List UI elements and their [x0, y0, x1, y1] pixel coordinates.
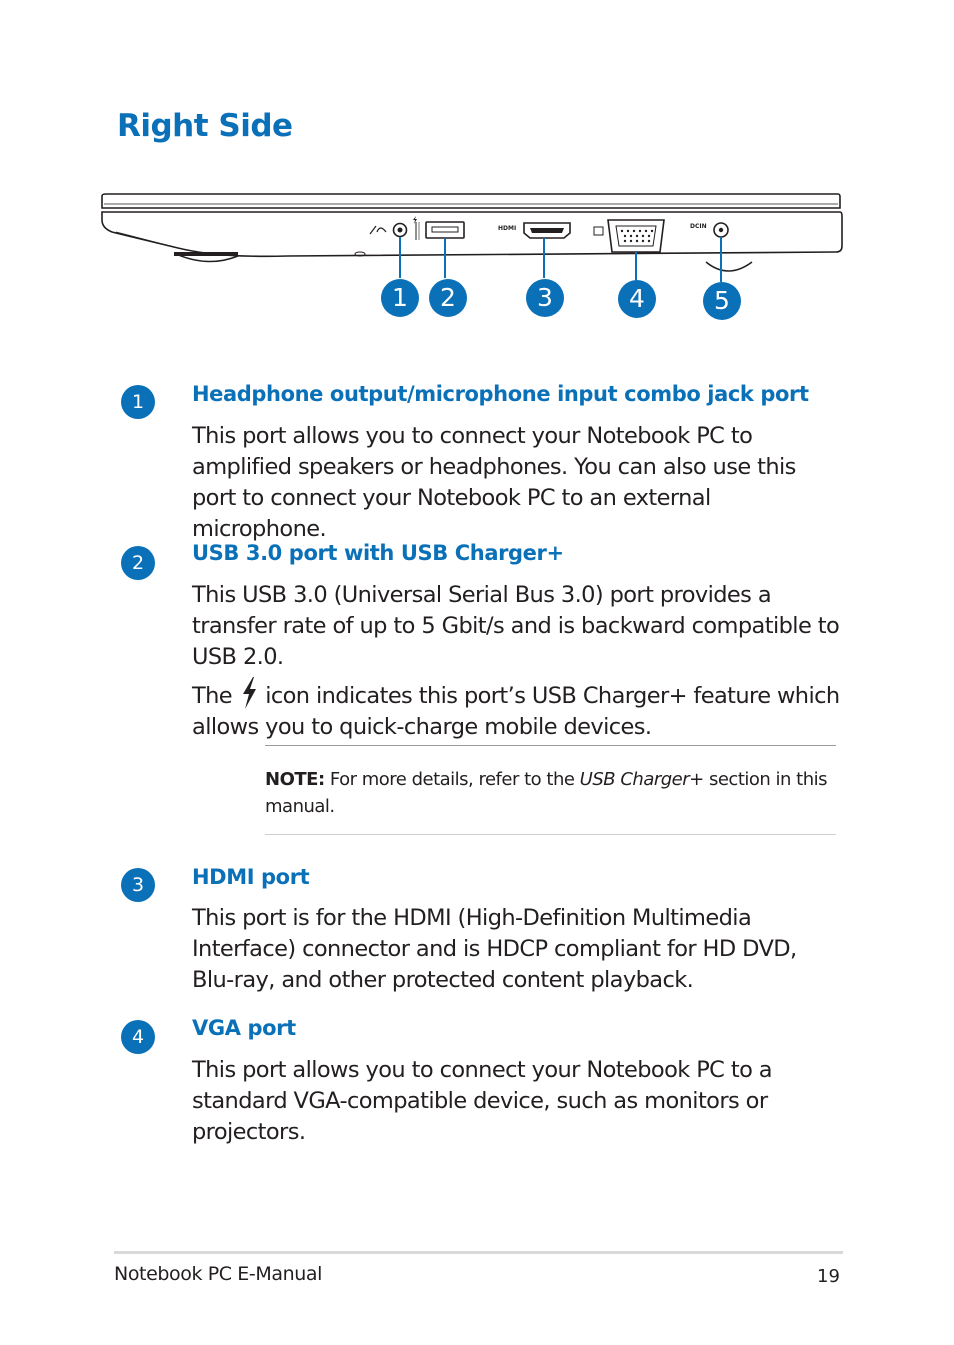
note-text-after: section in this manual.: [265, 769, 827, 817]
note-label: NOTE:: [265, 769, 325, 790]
hdmi-label: HDMI: [498, 225, 517, 232]
section-number-badge: 4: [121, 1020, 155, 1054]
usb-charger-bolt-icon: [239, 677, 259, 709]
laptop-right-side-figure: [98, 188, 846, 323]
page-title: Right Side: [117, 108, 293, 144]
footer-divider: [114, 1251, 843, 1254]
section-heading: VGA port: [192, 1016, 296, 1040]
section-body: This port is for the HDMI (High-Definition Multimedia Interface) connector and is HDCP compliant for HD DVD, Blu-ray, and other protected content playback.: [192, 905, 797, 993]
section-body-text: The: [192, 683, 233, 709]
section-number-badge: 3: [121, 868, 155, 902]
section-heading: HDMI port: [192, 865, 310, 889]
section-body-line: This USB 3.0 (Universal Serial Bus 3.0) port provides a transfer rate of up to 5 Gbit/s and is backward compatible to USB 2.0.: [192, 582, 840, 670]
page-number: 19: [817, 1266, 840, 1287]
section-body-text: icon indicates this port’s USB Charger+ feature which allows you to quick-charge mobile devices.: [192, 683, 840, 740]
section-heading: USB 3.0 port with USB Charger+: [192, 541, 564, 565]
callout-4: 4: [618, 280, 656, 318]
usb-charger-bolt-icon: [412, 216, 418, 224]
note-text-before: For more details, refer to the: [329, 769, 575, 790]
footer-manual-title: Notebook PC E-Manual: [114, 1263, 322, 1285]
note-text: [265, 766, 836, 820]
callout-2: 2: [429, 279, 467, 317]
section-body: [192, 580, 842, 743]
dcin-label: DCIN: [690, 223, 707, 230]
note-reference: USB Charger+: [579, 769, 704, 790]
callout-1: 1: [381, 279, 419, 317]
section-number-badge: 2: [121, 546, 155, 580]
note-box: [265, 745, 836, 835]
callout-3: 3: [526, 279, 564, 317]
callout-5: 5: [703, 282, 741, 320]
section-body: This port allows you to connect your Notebook PC to a standard VGA-compatible device, such as monitors or projectors.: [192, 1057, 772, 1145]
section-number-badge: 1: [121, 385, 155, 419]
section-body: This port allows you to connect your Notebook PC to amplified speakers or headphones. You can also use this port to connect your Notebook PC to an external microphone.: [192, 423, 796, 542]
section-heading: Headphone output/microphone input combo jack port: [192, 382, 809, 406]
